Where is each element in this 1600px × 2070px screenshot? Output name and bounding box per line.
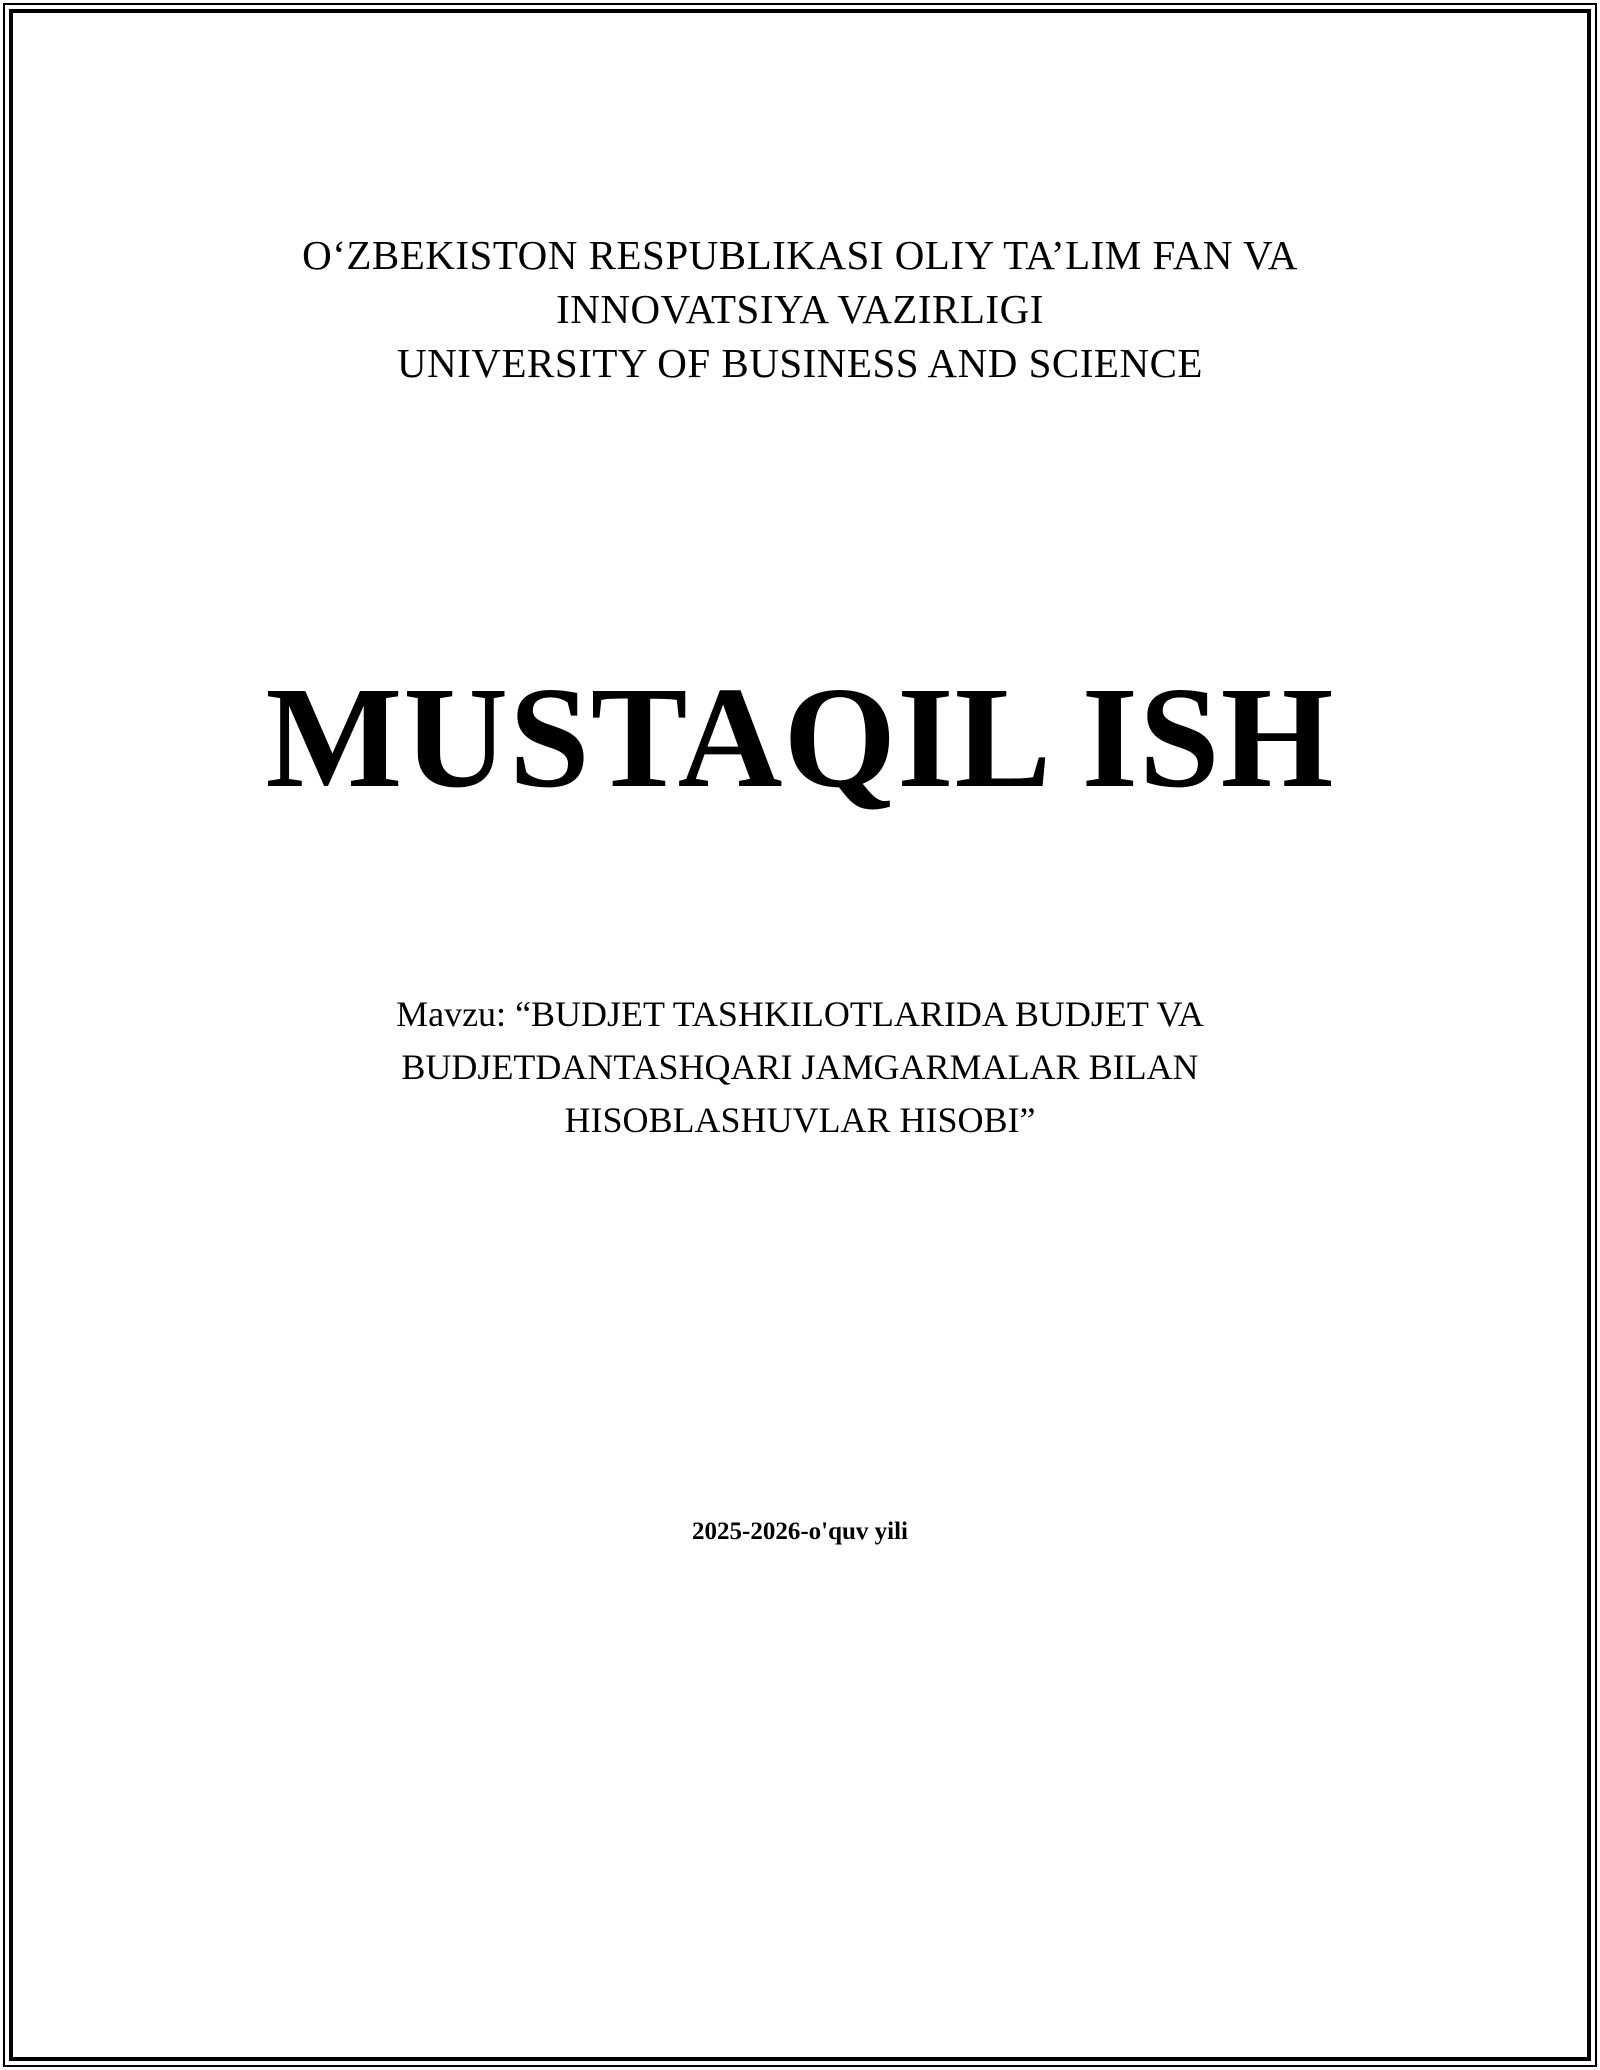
ministry-university-header: [0, 228, 1600, 390]
header-line-ministry-1: O‘ZBEKISTON RESPUBLIKASI OLIY TA’LIM FAN VA: [302, 232, 1298, 278]
topic-statement: [0, 988, 1600, 1147]
academic-year: 2025-2026-o'quv yili: [692, 1518, 908, 1545]
topic-line-1: Mavzu: “BUDJET TASHKILOTLARIDA BUDJET VA: [396, 994, 1204, 1034]
topic-line-3: HISOBLASHUVLAR HISOBI”: [564, 1100, 1036, 1140]
document-title: MUSTAQIL ISH: [265, 658, 1335, 818]
header-line-ministry-2: INNOVATSIYA VAZIRLIGI: [556, 286, 1044, 332]
header-line-university: UNIVERSITY OF BUSINESS AND SCIENCE: [397, 340, 1203, 386]
topic-line-2: BUDJETDANTASHQARI JAMGARMALAR BILAN: [401, 1047, 1199, 1087]
